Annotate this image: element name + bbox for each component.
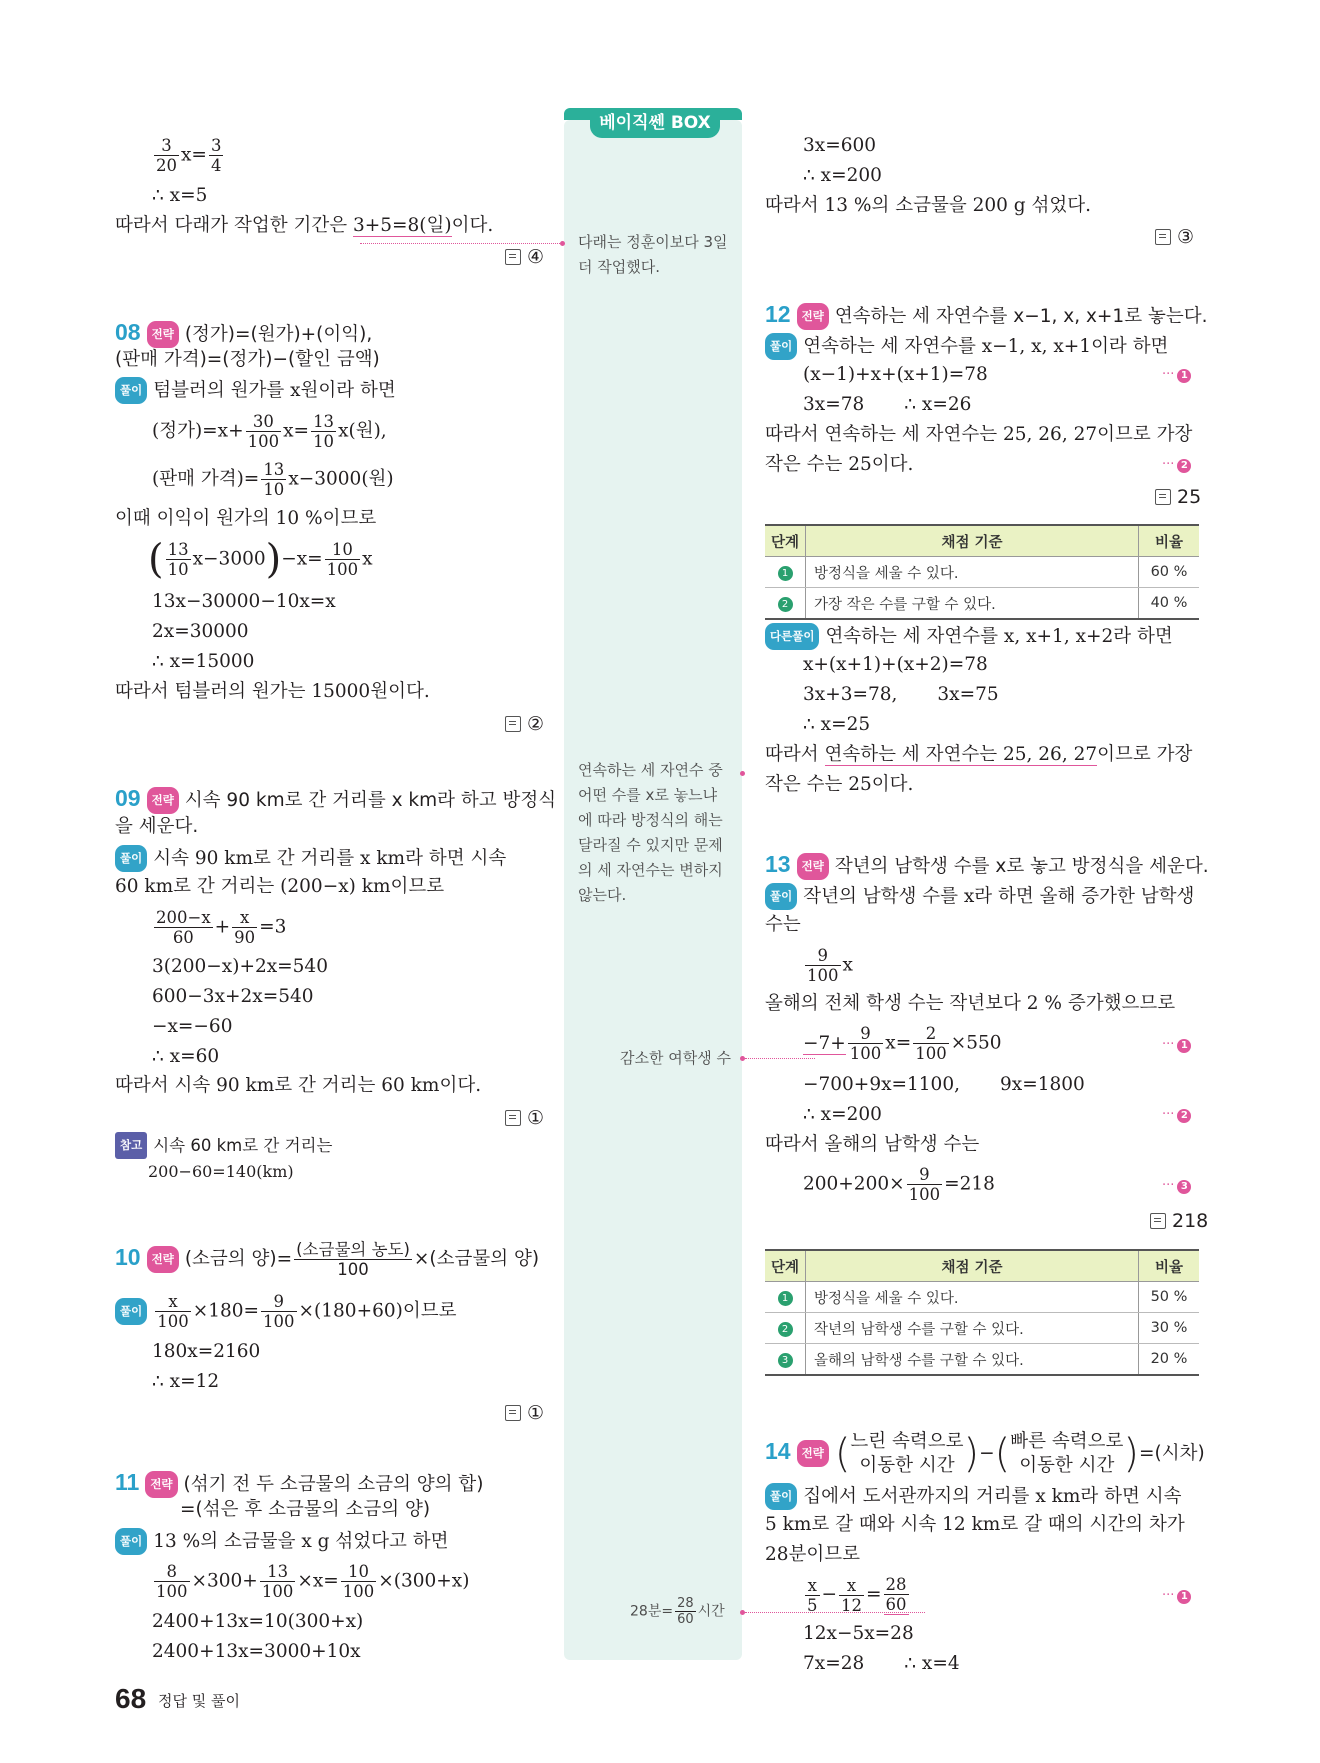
p09-eq1: $\frac{200-x}{60}$ + $\frac{x}{90}$ =3 bbox=[156, 908, 287, 947]
p12-grading-table: 단계 채점 기준 비율 1 방정식을 세울 수 있다. 60 % 2 가장 작은 수를 구할 수 있다. 40 % bbox=[765, 524, 1199, 620]
p09-conclusion: 따라서 시속 90 km로 간 거리는 60 km이다. bbox=[115, 1075, 482, 1096]
note-28min: 28분= $\frac{28}{60}$ 시간 bbox=[630, 1596, 725, 1627]
p11-conclusion: 따라서 13 %의 소금물을 200 g 섞었다. bbox=[765, 195, 1092, 216]
p12-conclusion: 따라서 연속하는 세 자연수는 25, 26, 27이므로 가장 bbox=[765, 424, 1193, 445]
answer-icon bbox=[1150, 1213, 1166, 1229]
note-consecutive: 연속하는 세 자연수 중 어떤 수를 x로 놓느냐 에 따라 방정식의 해는 달라질 수 있지만 문제 의 세 자연수는 변하지 않는다. bbox=[578, 761, 723, 904]
p14-strategy: 14 전략 ( 느린 속력으로 이동한 시간 )−( 빠른 속력으로 이동한 시간 )=(시차) bbox=[765, 1431, 1205, 1477]
p08-eq2: (판매 가격)= $\frac{13}{10}$ x−3000(원) bbox=[152, 460, 394, 499]
page-number: 68 bbox=[115, 1683, 147, 1714]
note-work-days: 다래는 정훈이보다 3일 더 작업했다. bbox=[578, 233, 728, 276]
section-label: 정답 및 풀이 bbox=[158, 1692, 240, 1710]
p09-strategy: 09 전략 시속 90 km로 간 거리를 x km라 하고 방정식 bbox=[115, 786, 556, 814]
p11-strategy-2: =(섞은 후 소금물의 소금의 양) bbox=[180, 1499, 431, 1520]
p08-eq4: ( $\frac{13}{10}$ x−3000)−x= $\frac{10}{100}$ x bbox=[148, 536, 373, 583]
p10-strategy: 10 전략 (소금의 양)= $\frac{\text{(소금물의 농도)}}{100}$ ×(소금물의 양) bbox=[115, 1240, 540, 1279]
p13-grading-table: 단계 채점 기준 비율 1 방정식을 세울 수 있다. 50 % 2 작년의 남학생 수를 구할 수 있다. 30 % 3 올해의 남학생 수를 구할 수 있다. 20 % bbox=[765, 1249, 1199, 1376]
p11-eq2: 2400+13x=10(300+x) bbox=[152, 1611, 364, 1632]
p08-eq1: (정가)=x+ $\frac{30}{100}$ x= $\frac{13}{10}$ x(원), bbox=[152, 412, 387, 451]
p13-solution: 풀이 작년의 남학생 수를 x라 하면 올해 증가한 남학생 bbox=[765, 883, 1194, 910]
p10-solution: 풀이 $\frac{x}{100}$ ×180= $\frac{9}{100}$ ×(180+60)이므로 bbox=[115, 1292, 456, 1331]
p09-solution: 풀이 시속 90 km로 간 거리를 x km라 하면 시속 bbox=[115, 845, 506, 872]
p11-strategy: 11 전략 (섞기 전 두 소금물의 소금의 양의 합) bbox=[115, 1470, 483, 1498]
p12-solution: 풀이 연속하는 세 자연수를 x−1, x, x+1이라 하면 bbox=[765, 333, 1168, 360]
p13-line3: 따라서 올해의 남학생 수는 bbox=[765, 1134, 980, 1155]
p07-answer: ④ bbox=[505, 246, 544, 268]
p09-eq2: 3(200−x)+2x=540 bbox=[152, 956, 328, 977]
p12-alt-conclusion-2: 작은 수는 25이다. bbox=[765, 774, 914, 795]
step-marker-1: ··· 1 bbox=[1162, 367, 1191, 383]
p14-solution-2: 5 km로 갈 때와 시속 12 km로 갈 때의 시간의 차가 bbox=[765, 1514, 1185, 1535]
p09-answer: ① bbox=[505, 1107, 544, 1129]
p08-solution: 풀이 텀블러의 원가를 x원이라 하면 bbox=[115, 377, 396, 404]
p07-conclusion: 따라서 다래가 작업한 기간은 3+5=8(일)이다. bbox=[115, 215, 494, 236]
p11-eq4: 3x=600 bbox=[803, 135, 877, 156]
step-marker-2: ··· 2 bbox=[1162, 457, 1191, 473]
p09-eq4: −x=−60 bbox=[152, 1016, 233, 1037]
p10-answer: ① bbox=[505, 1402, 544, 1424]
p10-eq2: 180x=2160 bbox=[152, 1341, 261, 1362]
p08-eq6: 2x=30000 bbox=[152, 621, 249, 642]
p08-line3: 이때 이익이 원가의 10 %이므로 bbox=[115, 508, 377, 529]
p08-eq7: ∴ x=15000 bbox=[152, 651, 255, 672]
p14-eq1: $\frac{x}{5}$ − $\frac{x}{12}$ = $\frac{28}{60}$ bbox=[807, 1575, 907, 1615]
p12-eq1: (x−1)+x+(x+1)=78 bbox=[803, 364, 988, 385]
p08-eq5: 13x−30000−10x=x bbox=[152, 591, 336, 612]
p13-eq4: 200+200× $\frac{9}{100}$ =218 bbox=[803, 1165, 995, 1204]
p14-eq3: 7x=28 ∴ x=4 bbox=[803, 1653, 960, 1674]
p10-eq3: ∴ x=12 bbox=[152, 1371, 220, 1392]
p12-alt-eq2: 3x+3=78, 3x=75 bbox=[803, 684, 999, 705]
answer-icon bbox=[505, 1110, 521, 1126]
answer-icon bbox=[505, 249, 521, 265]
p09-solution-2: 60 km로 간 거리는 (200−x) km이므로 bbox=[115, 876, 445, 897]
p13-eq3: ∴ x=200 bbox=[803, 1104, 882, 1125]
p08-conclusion: 따라서 텀블러의 원가는 15000원이다. bbox=[115, 681, 430, 702]
p11-eq3: 2400+13x=3000+10x bbox=[152, 1641, 361, 1662]
p13-eq2: −700+9x=1100, 9x=1800 bbox=[803, 1074, 1085, 1095]
p13-solution-2: 수는 bbox=[765, 914, 801, 935]
p12-alt-solution: 다른풀이 연속하는 세 자연수를 x, x+1, x+2라 하면 bbox=[765, 623, 1173, 650]
p09-reference-2: 200−60=140(km) bbox=[148, 1162, 294, 1181]
answer-icon bbox=[505, 1405, 521, 1421]
p12-alt-eq3: ∴ x=25 bbox=[803, 714, 871, 735]
p12-eq2: 3x=78 ∴ x=26 bbox=[803, 394, 972, 415]
p11-solution: 풀이 13 %의 소금물을 x g 섞었다고 하면 bbox=[115, 1528, 448, 1555]
p09-reference: 참고 시속 60 km로 간 거리는 bbox=[115, 1132, 332, 1159]
basic-box-title: 베이직쎈 BOX bbox=[590, 108, 720, 138]
p13-strategy: 13 전략 작년의 남학생 수를 x로 놓고 방정식을 세운다. bbox=[765, 852, 1209, 880]
p14-eq2: 12x−5x=28 bbox=[803, 1623, 914, 1644]
p12-conclusion-2: 작은 수는 25이다. bbox=[765, 454, 914, 475]
p14-solution-3: 28분이므로 bbox=[765, 1544, 861, 1565]
p09-eq3: 600−3x+2x=540 bbox=[152, 986, 314, 1007]
step-marker-2: ··· 2 bbox=[1162, 1107, 1191, 1123]
p14-solution: 풀이 집에서 도서관까지의 거리를 x km라 하면 시속 bbox=[765, 1483, 1182, 1510]
p08-strategy-2: (판매 가격)=(정가)−(할인 금액) bbox=[115, 349, 380, 370]
p13-line2: 올해의 전체 학생 수는 작년보다 2 % 증가했으므로 bbox=[765, 993, 1176, 1014]
p09-strategy-2: 을 세운다. bbox=[115, 816, 199, 837]
step-marker-3: ··· 3 bbox=[1162, 1178, 1191, 1194]
p11-eq5: ∴ x=200 bbox=[803, 165, 882, 186]
p13-eq0: $\frac{9}{100}$ x bbox=[807, 946, 853, 985]
p08-strategy: 08 전략 (정가)=(원가)+(이익), bbox=[115, 320, 372, 348]
p09-eq5: ∴ x=60 bbox=[152, 1046, 220, 1067]
p13-eq1: −7+ $\frac{9}{100}$ x= $\frac{2}{100}$ ×550 bbox=[803, 1024, 1002, 1063]
p08-answer: ② bbox=[505, 713, 544, 735]
p11-eq1: $\frac{8}{100}$ ×300+ $\frac{13}{100}$ ×x= $\frac{10}{100}$ ×(300+x) bbox=[156, 1562, 470, 1601]
answer-icon bbox=[1155, 489, 1171, 505]
note-girls-decrease: 감소한 여학생 수 bbox=[620, 1049, 731, 1067]
p07-result: ∴ x=5 bbox=[152, 185, 208, 206]
p13-answer: 218 bbox=[1150, 1210, 1208, 1232]
p12-alt-eq1: x+(x+1)+(x+2)=78 bbox=[803, 654, 988, 675]
answer-icon bbox=[505, 716, 521, 732]
answer-icon bbox=[1155, 229, 1171, 245]
step-marker-1: ··· 1 bbox=[1162, 1037, 1191, 1053]
p07-equation: $\frac{3}{20}$ x= $\frac{3}{4}$ bbox=[156, 136, 222, 175]
p12-answer: 25 bbox=[1155, 486, 1201, 508]
p11-answer: ③ bbox=[1155, 226, 1194, 248]
p12-strategy: 12 전략 연속하는 세 자연수를 x−1, x, x+1로 놓는다. bbox=[765, 302, 1207, 330]
p12-alt-conclusion: 따라서 연속하는 세 자연수는 25, 26, 27이므로 가장 bbox=[765, 744, 1193, 765]
step-marker-1: ··· 1 bbox=[1162, 1588, 1191, 1604]
